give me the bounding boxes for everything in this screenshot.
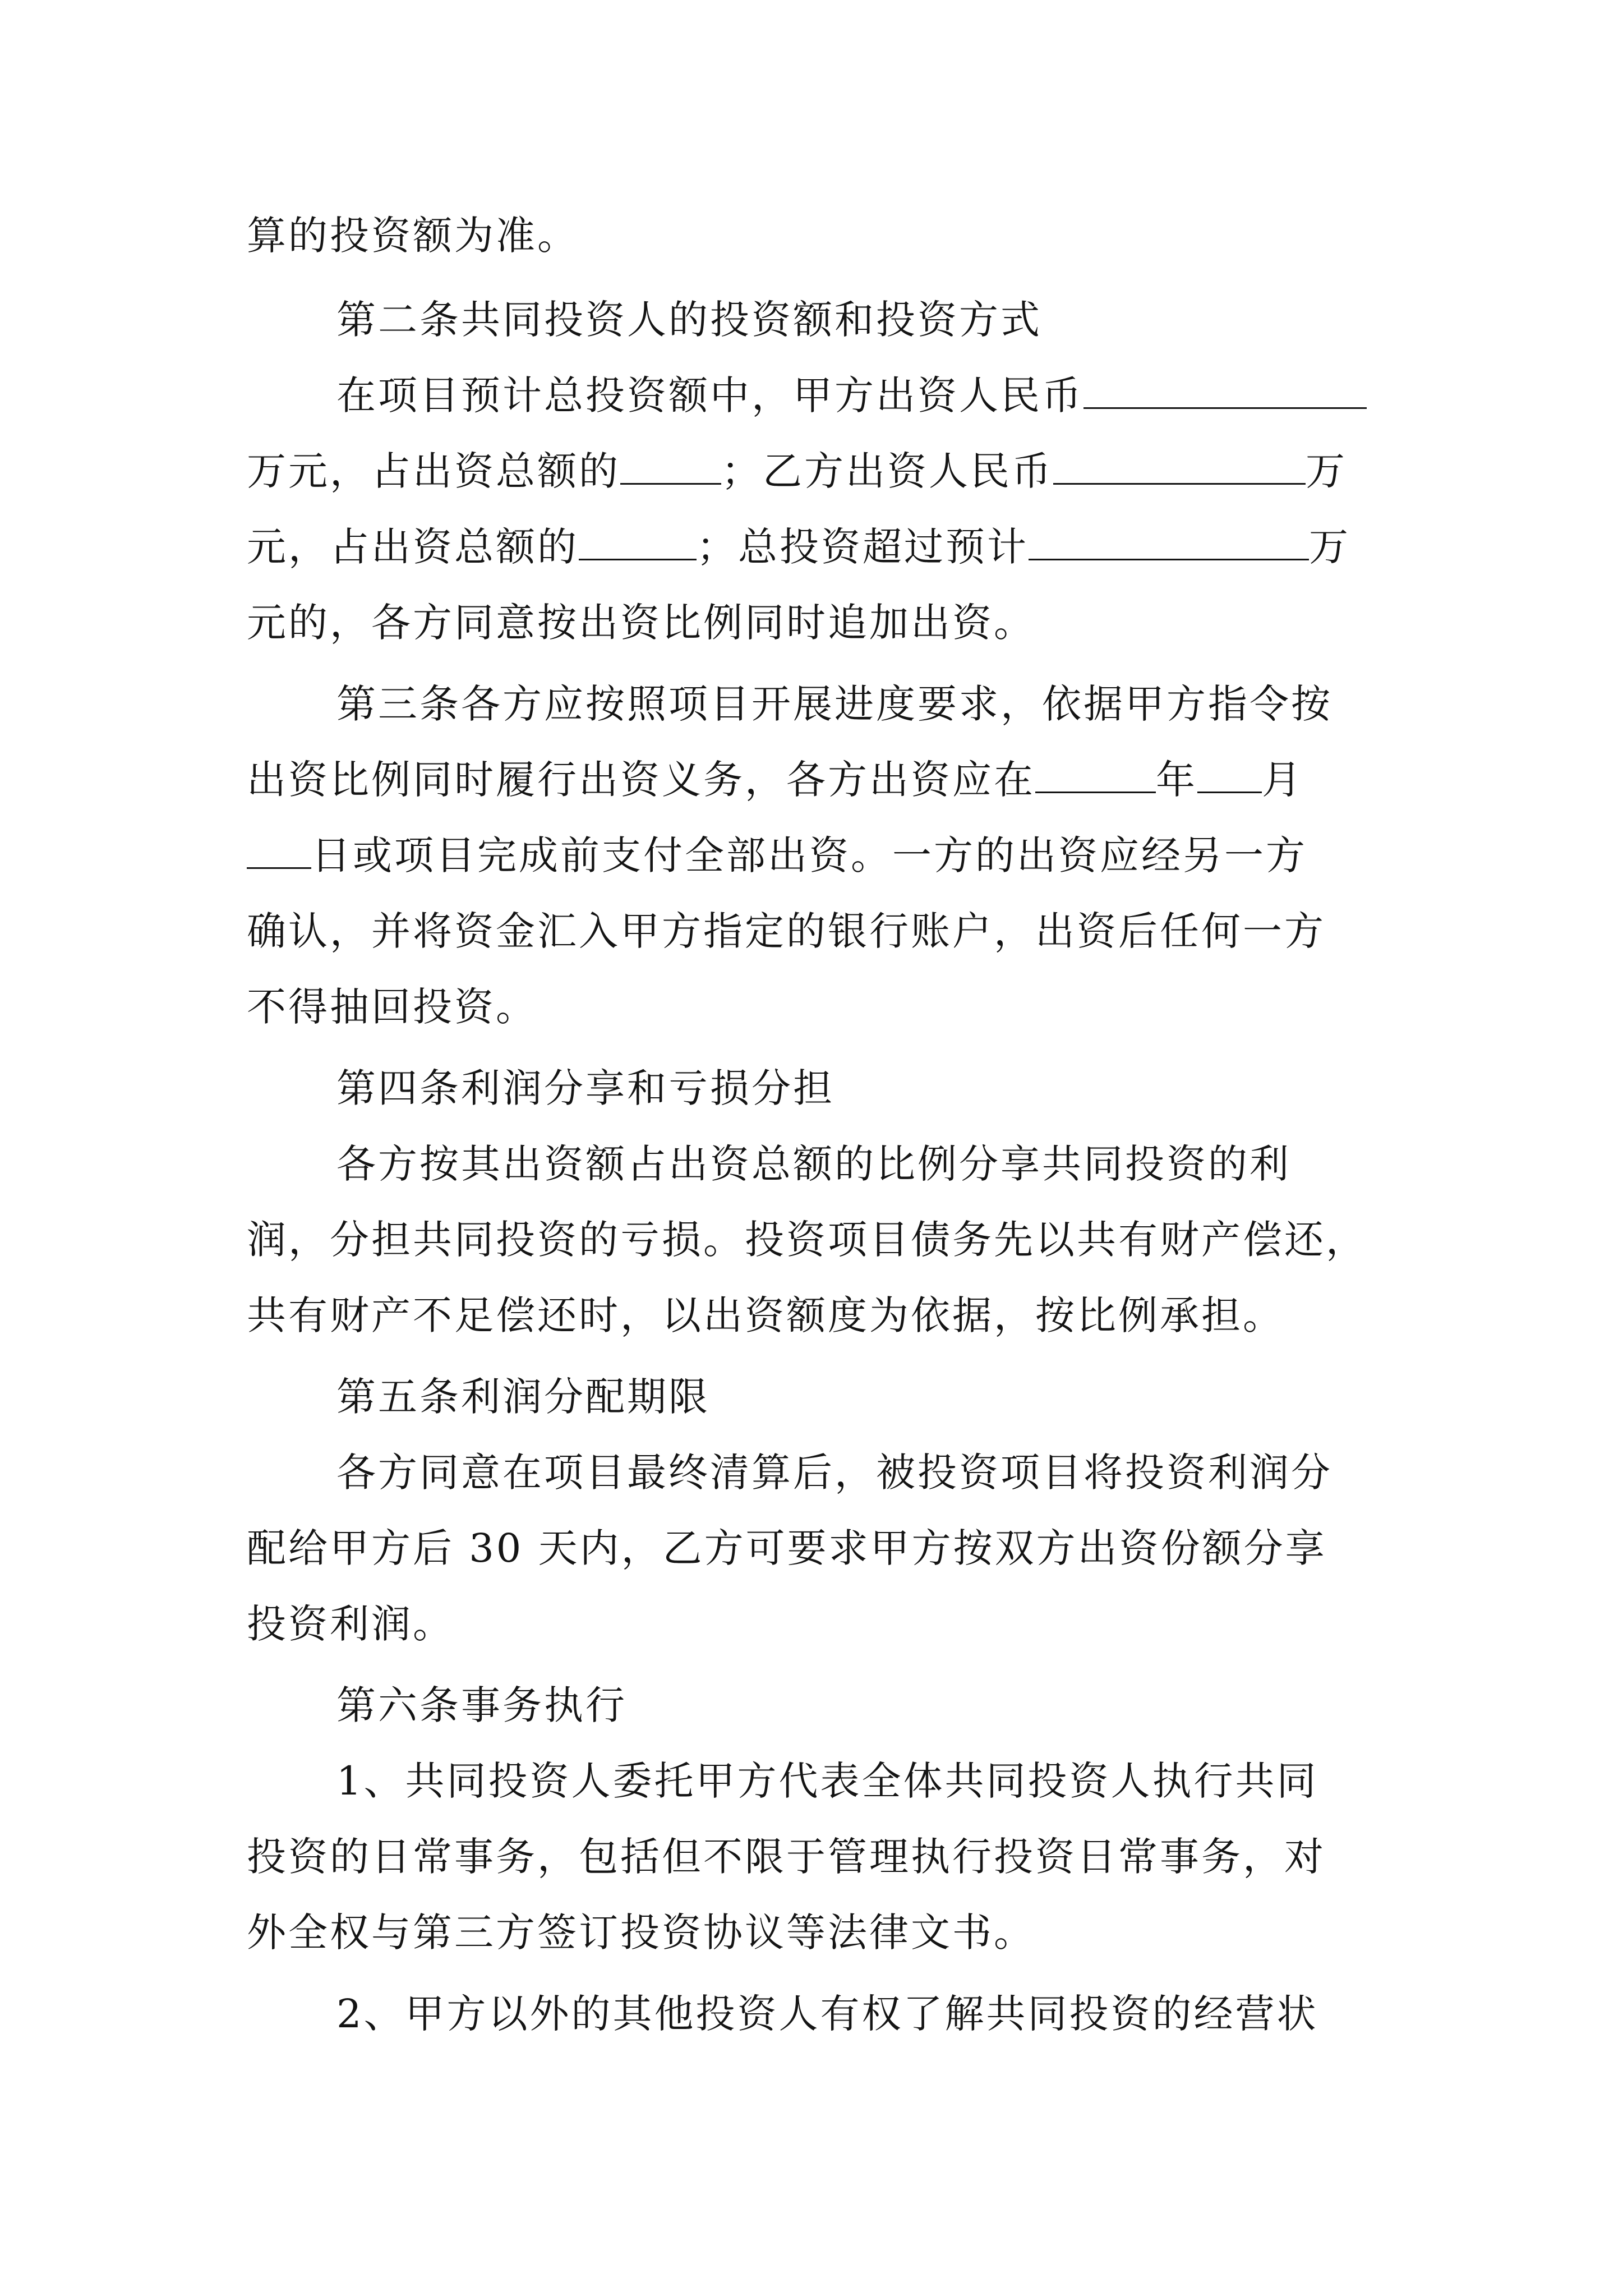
text-run: 万	[1306, 448, 1347, 494]
section-heading: 第四条利润分享和亏损分担	[336, 1065, 834, 1111]
paragraph-line: 共有财产不足偿还时，以出资额度为依据，按比例承担。	[247, 1292, 1284, 1338]
text-run: 在项目预计总投资额中，甲方出资人民币	[336, 372, 1083, 418]
text-run: 月	[1262, 757, 1303, 803]
paragraph-line: 1、共同投资人委托甲方代表全体共同投资人执行共同	[336, 1758, 1318, 1804]
text-run: 万元，占出资总额的	[247, 448, 620, 494]
section-heading: 第六条事务执行	[336, 1682, 627, 1728]
paragraph-line: 各方同意在项目最终清算后，被投资项目将投资利润分	[336, 1450, 1332, 1496]
paragraph-line: 元的，各方同意按出资比例同时追加出资。	[247, 600, 1035, 646]
paragraph-line: 润，分担共同投资的亏损。投资项目债务先以共有财产偿还，	[247, 1217, 1367, 1263]
paragraph-line: 算的投资额为准。	[247, 213, 579, 259]
paragraph-line: 不得抽回投资。	[247, 984, 537, 1030]
fill-in-blank	[620, 444, 721, 485]
text-run: 出资比例同时履行出资义务，各方出资应在	[247, 757, 1035, 803]
text-run: ；乙方出资人民币	[721, 448, 1053, 494]
fill-in-blank	[579, 519, 697, 560]
fill-in-blank	[1083, 368, 1367, 409]
fill-in-blank	[1053, 444, 1306, 485]
section-heading: 第二条共同投资人的投资额和投资方式	[336, 297, 1042, 343]
paragraph-line	[247, 435, 1391, 508]
paragraph-line: 投资利润。	[247, 1601, 454, 1647]
fill-in-blank	[1197, 752, 1262, 793]
paragraph-line	[247, 819, 1391, 892]
paragraph-line: 投资的日常事务，包括但不限于管理执行投资日常事务，对	[247, 1834, 1326, 1880]
paragraph-line: 外全权与第三方签订投资协议等法律文书。	[247, 1910, 1035, 1955]
paragraph-line: 配给甲方后 30 天内，乙方可要求甲方按双方出资份额分享	[247, 1525, 1327, 1571]
text-run: ；总投资超过预计	[697, 524, 1029, 570]
paragraph-line: 第三条各方应按照项目开展进度要求，依据甲方指令按	[336, 681, 1332, 727]
paragraph-line: 确认，并将资金汇入甲方指定的银行账户，出资后任何一方	[247, 908, 1326, 954]
text-run: 日或项目完成前支付全部出资。一方的出资应经另一方	[311, 832, 1307, 878]
paragraph-line: 各方按其出资额占出资总额的比例分享共同投资的利	[336, 1141, 1291, 1187]
paragraph-line	[247, 743, 1391, 816]
fill-in-blank	[1035, 752, 1156, 793]
paragraph-line	[247, 510, 1391, 583]
text-run: 元，占出资总额的	[247, 524, 579, 570]
fill-in-blank	[1029, 519, 1309, 560]
paragraph-line	[336, 359, 1391, 432]
section-heading: 第五条利润分配期限	[336, 1374, 710, 1420]
paragraph-line: 2、甲方以外的其他投资人有权了解共同投资的经营状	[336, 1991, 1318, 2037]
text-run: 万	[1309, 524, 1350, 570]
fill-in-blank	[247, 828, 311, 869]
text-run: 年	[1156, 757, 1197, 803]
